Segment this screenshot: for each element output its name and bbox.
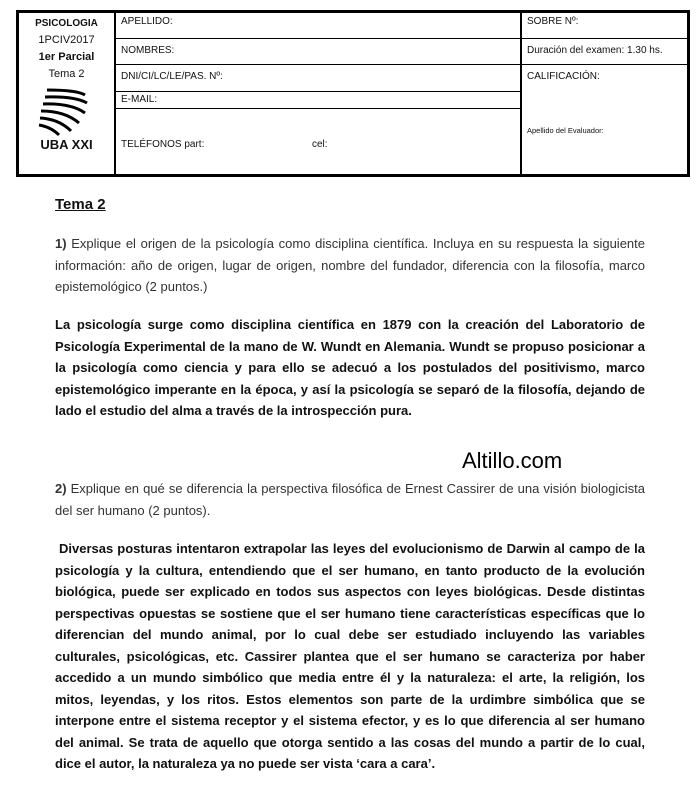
dni-field[interactable]: DNI/CI/LC/LE/PAS. Nº: <box>116 65 520 92</box>
exam-name: 1er Parcial <box>38 51 95 63</box>
course-code: 1PCIV2017 <box>38 34 95 46</box>
answer-2: Diversas posturas intentaron extrapolar las leyes del evolucionismo de Darwin al campo de la psicología y la cultura, entendiendo que el ser humano, en tanto producto de la evolución biológica, puede ser explicado en todos sus aspectos con leyes biológicas. Desde distintas perspectivas opuestas se sostiene que el ser humano tiene características específicas que lo diferencian del mundo animal, por lo cual debe ser estudiado incluyendo las variables culturales, psicológicas, etc. Cassirer plantea que el ser humano se caracteriza por haber accedido a un mundo simbólico que media entre él y la naturaleza: el arte, la religión, los mitos, leyendas, y los ritos. Estos elementos son parte de la urdimbre simbólica que se interpone entre el sistema receptor y el sistema efector, y es lo que diferencia al ser humano del animal. Se trata de aquello que otorga sentido a las cosas del mundo a partir de lo cual, dice el autor, la naturaleza ya no puede ser vista ‘cara a cara’. <box>55 541 645 771</box>
telefonos-field[interactable] <box>116 109 520 174</box>
question-2 <box>55 478 645 521</box>
tema-label: Tema 2 <box>48 68 85 80</box>
answer-1: La psicología surge como disciplina científica en 1879 con la creación del Laboratorio de Psicología Experimental de la mano de W. Wundt en Alemania. Wundt se propuso posicionar a la psicología como ciencia y para ello se adecuó a los postulados del positivismo, marco epistemológico imperante en la época, y así la psicología se separó de la filosofía, dejando de lado el estudio del alma a través de la introspección pura. <box>55 317 645 418</box>
calificacion-label: CALIFICACIÓN: <box>527 71 600 82</box>
logo-text: UBA XXI <box>40 137 93 152</box>
calificacion-field <box>522 65 687 174</box>
page-title: Tema 2 <box>55 196 106 213</box>
telefonos-label: TELÉFONOS part: <box>121 139 205 150</box>
course-info-cell <box>19 13 116 174</box>
exam-header-table <box>16 10 690 177</box>
cel-label: cel: <box>312 139 328 150</box>
watermark: Altillo.com <box>462 448 563 473</box>
evaluador-label: Apellido del Evaluador: <box>527 126 604 135</box>
question-number: 2) <box>55 481 67 496</box>
apellido-field[interactable]: APELLIDO: <box>116 13 520 39</box>
grading-cell <box>522 13 687 174</box>
question-1 <box>55 233 645 298</box>
student-info-cell <box>116 13 522 174</box>
question-text: Explique en qué se diferencia la perspectiva filosófica de Ernest Cassirer de una visión biologicista del ser humano (2 puntos). <box>55 481 645 518</box>
email-field[interactable]: E-MAIL: <box>116 92 520 109</box>
subject: PSICOLOGIA <box>35 18 98 29</box>
sobre-field: SOBRE Nº: <box>522 13 687 39</box>
uba-logo-icon <box>37 87 97 137</box>
duracion-label: Duración del examen: 1.30 hs. <box>522 39 687 65</box>
question-text: Explique el origen de la psicología como disciplina científica. Incluya en su respuesta la siguiente información: año de origen, lugar de origen, nombre del fundador, diferencia con la filosofía, marco epistemológico (2 puntos.) <box>55 236 645 294</box>
nombres-field[interactable]: NOMBRES: <box>116 39 520 65</box>
question-number: 1) <box>55 236 67 251</box>
